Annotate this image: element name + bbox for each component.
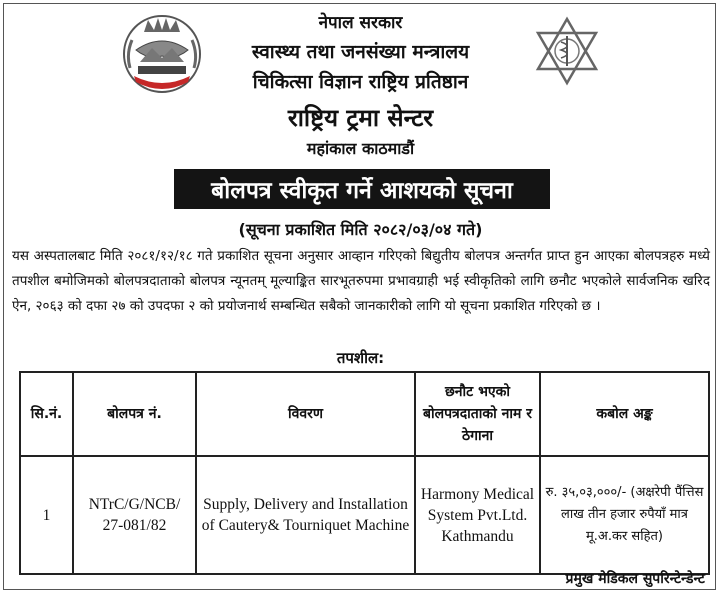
column-header-bidder: छनौट भएको बोलपत्रदाताको नाम र ठेगाना — [415, 372, 540, 456]
bid-table — [19, 371, 710, 575]
ministry-name: स्वास्थ्य तथा जनसंख्या मन्त्रालय — [251, 41, 470, 63]
signatory: प्रमुख मेडिकल सुपरिन्टेन्डेन्ट — [565, 571, 705, 587]
table-row — [20, 456, 709, 574]
notice-title: बोलपत्र स्वीकृत गर्ने आशयको सूचना — [174, 169, 550, 209]
cell-sn: 1 — [20, 456, 73, 574]
cell-bidder: Harmony Medical System Pvt.Ltd. Kathmandu — [415, 456, 540, 574]
published-date: (सूचना प्रकाशित मिति २०८२/०३/०४ गते) — [238, 220, 483, 239]
column-header-bid-no: बोलपत्र नं. — [73, 372, 196, 456]
table-header-row — [20, 372, 709, 456]
center-location: महांकाल काठमाडौं — [306, 139, 415, 158]
details-label: तपशील: — [336, 349, 385, 367]
column-header-description: विवरण — [196, 372, 415, 456]
notice-body: यस अस्पतालबाट मिति २०८१/१२/१८ गते प्रकाशित सूचना अनुसार आव्हान गरिएको बिद्युतीय बोलपत्र अन्तर्गत प्राप्त हुन आएका बोलपत्रहरु मध्ये तपशील बमोजिमको बोलपत्रदाताको बोलपत्र न्यूनतम् मूल्याङ्कित सारभूतरुपमा प्रभावग्राही भई स्वीकृतिको लागि छनौट भएकोले सार्वजनिक खरिद ऐन, २०६३ को दफा २७ को उपदफा २ को प्रयोजनार्थ सम्बन्धित सबैको जानकारीको लागि यो सूचना प्रकाशित गरिएको छ । — [12, 248, 710, 314]
column-header-amount: कबोल अङ्क — [540, 372, 709, 456]
academy-name: चिकित्सा विज्ञान राष्ट्रिय प्रतिष्ठान — [252, 71, 469, 93]
notice-page — [3, 3, 716, 590]
cell-description: Supply, Delivery and Installation of Cautery& Tourniquet Machine — [196, 456, 415, 574]
column-header-sn: सि.नं. — [20, 372, 73, 456]
government-name: नेपाल सरकार — [318, 13, 403, 33]
center-name: राष्ट्रिय ट्रमा सेन्टर — [287, 104, 434, 132]
cell-amount: रु. ३५,०३,०००/- (अक्षरेपी पैंत्तिस लाख तीन हजार रुपैयाँ मात्र मू.अ.कर सहित) — [540, 456, 709, 574]
cell-bid-no: NTrC/G/NCB/ 27-081/82 — [73, 456, 196, 574]
